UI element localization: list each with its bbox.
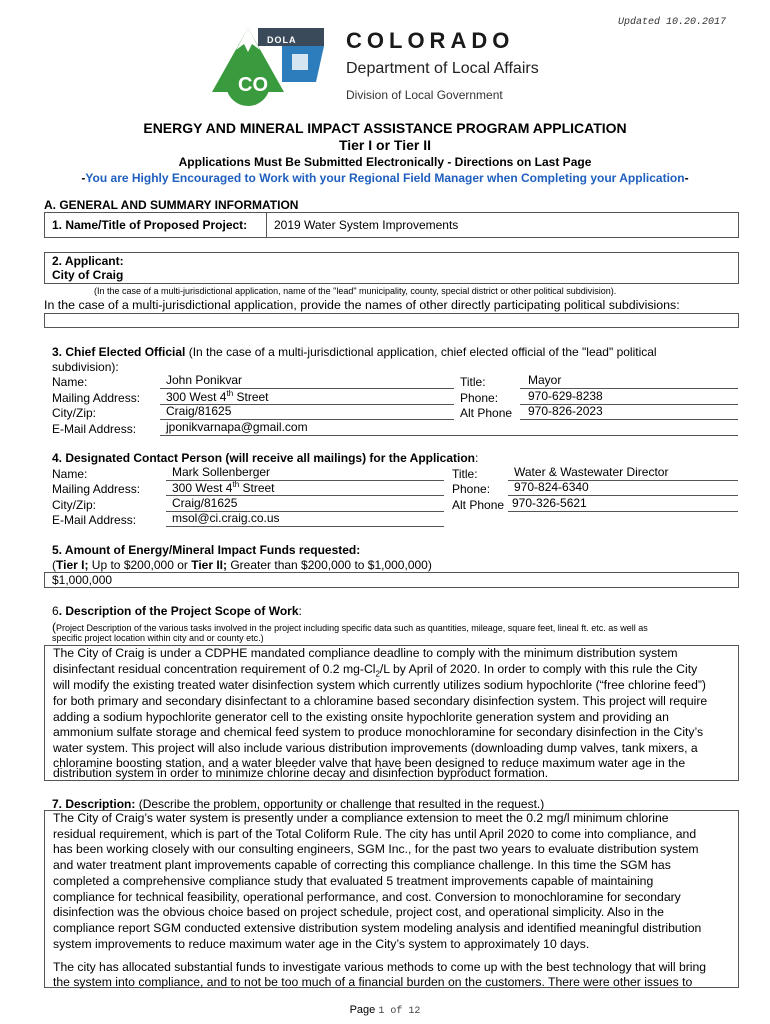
q6-note-line1-text: Project Description of the various tasks involved in the project including specific data such as quantities, mileage, square feet, lineal ft. etc. as well as (56, 623, 648, 633)
q3-address-field[interactable] (160, 389, 454, 405)
q3-heading-bold: 3. Chief Elected Official (52, 345, 186, 359)
q5-tiers (52, 558, 432, 572)
footer-page-word: Page (349, 1004, 376, 1016)
scope-line-2-sub: 2 (375, 669, 380, 679)
q4-name-field[interactable] (166, 465, 444, 481)
section-a-heading: A. GENERAL AND SUMMARY INFORMATION (44, 198, 299, 212)
q5-open-paren: ( (52, 558, 56, 572)
q3-phone-label: Phone: (460, 391, 499, 405)
q6-heading-text: . Description of the Project Scope of Work (58, 604, 299, 618)
q4-email-label: E-Mail Address: (52, 513, 137, 527)
q3-altphone-label: Alt Phone (460, 406, 513, 420)
dash-right: - (684, 171, 689, 185)
updated-date: Updated 10.20.2017 (617, 17, 726, 28)
scope-line-5: adding a sodium hypochlorite generator cell to the existing onsite hypochlorite generation system and providing an (53, 710, 669, 724)
q5-tier2: Tier II; (191, 558, 228, 572)
q6-heading (52, 604, 302, 618)
page-footer (0, 1004, 770, 1017)
q3-address-pre: 300 West 4 (166, 390, 227, 404)
q4-title-label: Title: (452, 467, 478, 481)
q4-phone-value: 970-824-6340 (514, 480, 589, 494)
q3-email-label: E-Mail Address: (52, 422, 137, 436)
field-manager-note (0, 171, 770, 185)
q3-title-label: Title: (460, 375, 486, 389)
q3-name-field[interactable] (160, 373, 454, 389)
funds-requested-value: $1,000,000 (52, 573, 113, 587)
q6-note-paren: ( (52, 620, 56, 634)
desc-line-10: The city has allocated substantial funds to investigate various methods to come up with the best technology that will bring (53, 960, 707, 974)
q4-title-value: Water & Wastewater Director (514, 465, 669, 479)
q6-heading-colon: : (298, 604, 302, 618)
desc-line-3: has been working closely with our consulting engineers, SGM Inc., for the past two years to evaluate distribution system (53, 842, 699, 856)
q4-email-field[interactable] (166, 511, 444, 527)
encourage-text: You are Highly Encouraged to Work with your Regional Field Manager when Completing your Application (85, 171, 685, 185)
desc-line-5: completed a comprehensive compliance study that evaluated 5 treatment improvements capable of maintaining (53, 874, 654, 888)
q6-note-line1 (52, 620, 648, 634)
desc-line-9: system improvements to reduce maximum water age in the City’s system to approximately 10 days. (53, 937, 590, 951)
q3-name-label: Name: (52, 375, 88, 389)
q7-heading (52, 797, 544, 811)
desc-line-11: the system into compliance, and to not be too much of a financial burden on the customers. There were other issues to (53, 975, 693, 989)
q3-heading-cont: subdivision): (52, 360, 119, 374)
logo-co-text: CO (238, 74, 268, 96)
q3-phone-field[interactable] (520, 389, 738, 405)
q3-phone-value: 970-629-8238 (528, 389, 603, 403)
description-field[interactable] (44, 810, 739, 988)
logo-dola-text: DOLA (267, 35, 297, 45)
q3-heading-rest: (In the case of a multi-jurisdictional application, chief elected official of the "lead" political (185, 345, 657, 359)
q2-multi-label: In the case of a multi-jurisdictional application, provide the names of other directly participating political subdivisions: (44, 298, 680, 312)
q4-heading-colon: : (474, 451, 479, 465)
scope-of-work-field[interactable] (44, 645, 739, 781)
q4-altphone-field[interactable] (508, 496, 738, 512)
desc-line-1: The City of Craig’s water system is presently under a compliance extension to meet the 0.2 mg/l minimum chlorine (53, 811, 669, 825)
desc-line-6: compliance for technical feasibility, operational performance, and cost. Conversion to monochloramine for secondary (53, 890, 681, 904)
dola-logo (212, 22, 552, 106)
q4-heading-text: 4. Designated Contact Person (will receive all mailings) for the Application (52, 451, 475, 465)
desc-line-8: compliance report SGM conducted extensive distribution system modeling analysis and identified meaningful distribution (53, 921, 702, 935)
q4-heading (52, 451, 478, 465)
q3-altphone-field[interactable] (520, 404, 738, 420)
q4-cityzip-value: Craig/81625 (172, 496, 238, 510)
q4-address-post: Street (239, 481, 275, 495)
q3-address-label: Mailing Address: (52, 391, 141, 405)
q7-heading-bold: 7. Description: (52, 797, 136, 811)
q3-heading (52, 345, 657, 359)
q3-title-value: Mayor (528, 373, 562, 387)
q3-email-field[interactable] (160, 420, 738, 436)
scope-line-2-post: /L by April of 2020. In order to comply with this rule the City (379, 662, 698, 676)
q4-title-field[interactable] (508, 465, 738, 481)
footer-page-num: 1 (378, 1006, 385, 1017)
footer-of-text: of 12 (384, 1006, 421, 1017)
logo-state-name: COLORADO (346, 28, 515, 53)
applicant-field[interactable]: City of Craig (52, 268, 124, 282)
q2-box (44, 252, 739, 284)
q3-address-post: Street (233, 390, 269, 404)
q3-email-value: jponikvarnapa@gmail.com (166, 420, 308, 434)
q4-phone-label: Phone: (452, 482, 491, 496)
q4-name-label: Name: (52, 467, 88, 481)
funds-requested-field[interactable] (44, 572, 739, 588)
q4-phone-field[interactable] (508, 480, 738, 496)
scope-line-7: water system. This project will also include various distribution improvements (downloading dump valves, tank mixers, a (53, 741, 698, 755)
q4-address-pre: 300 West 4 (172, 481, 233, 495)
q3-title-field[interactable] (520, 373, 738, 389)
q7-heading-rest: (Describe the problem, opportunity or challenge that resulted in the request.) (135, 797, 545, 811)
scope-line-8: chloramine boosting station, and a water bleeder valve that have been designed to reduce maximum water age in the (53, 756, 686, 770)
desc-line-4: and water treatment plant improvements capable of correcting this compliance challenge. In this time the SGM has (53, 858, 671, 872)
q3-cityzip-field[interactable] (160, 404, 454, 420)
q5-heading: 5. Amount of Energy/Mineral Impact Funds requested: (52, 543, 361, 557)
scope-line-3: will modify the existing treated water disinfection system which currently utilizes sodium hypochlorite (“free chlorine feed”) (53, 678, 706, 692)
q2-label: 2. Applicant: (52, 254, 124, 268)
dash-left: - (81, 171, 86, 185)
form-title: ENERGY AND MINERAL IMPACT ASSISTANCE PROGRAM APPLICATION (143, 120, 627, 136)
q4-name-value: Mark Sollenberger (172, 465, 271, 479)
q3-altphone-value: 970-826-2023 (528, 404, 603, 418)
q3-name-value: John Ponikvar (166, 373, 243, 387)
q3-address-value (160, 390, 269, 404)
scope-line-4: for both primary and secondary disinfectant to a chloramine based secondary disinfection system. This project will require (53, 694, 708, 708)
participating-subdivisions-field[interactable] (44, 313, 739, 328)
desc-line-7: disinfection was the obvious choice based on project schedule, project cost, and operational simplicity. Also in the (53, 905, 664, 919)
q3-cityzip-value: Craig/81625 (166, 404, 232, 418)
q4-cityzip-label: City/Zip: (52, 498, 97, 512)
q3-cityzip-label: City/Zip: (52, 406, 97, 420)
logo-department: Department of Local Affairs (346, 60, 539, 77)
q3-address-sup: th (226, 389, 234, 398)
scope-line-1: The City of Craig is under a CDPHE mandated compliance deadline to comply with the minimum distribution system (53, 646, 678, 660)
logo-division: Division of Local Government (346, 88, 503, 102)
q6-heading-num: 6 (52, 604, 59, 618)
q2-note: (In the case of a multi-jurisdictional application, name of the "lead" municipality, county, special district or other political subdivision). (94, 286, 617, 296)
q4-altphone-value: 970-326-5621 (512, 496, 587, 510)
q4-cityzip-field[interactable] (166, 496, 444, 512)
q4-address-value (166, 481, 275, 495)
q4-address-field[interactable] (166, 480, 444, 496)
scope-line-2-pre: disinfectant residual concentration requirement of 0.2 mg-Cl (53, 662, 376, 676)
desc-line-2: residual requirement, which is part of the Total Coliform Rule. The city has until April 2020 to come into compliance, and (53, 827, 697, 841)
q5-tier1-rest: Up to $200,000 or (88, 558, 192, 572)
q4-email-value: msol@ci.craig.co.us (172, 511, 280, 525)
q5-tier2-rest: Greater than $200,000 to $1,000,000) (227, 558, 432, 572)
q1-divider (266, 212, 267, 238)
q4-address-label: Mailing Address: (52, 482, 141, 496)
q5-tier1: Tier I; (56, 558, 89, 572)
q6-note-line2: specific project location within city and or county etc.) (52, 633, 264, 643)
project-name-field[interactable]: 2019 Water System Improvements (274, 218, 459, 232)
q4-address-sup: th (232, 480, 240, 489)
q4-altphone-label: Alt Phone (452, 498, 505, 512)
q1-label: 1. Name/Title of Proposed Project: (52, 218, 248, 232)
scope-line-9: distribution system in order to minimize chlorine decay and disinfection byproduct formation. (53, 766, 549, 780)
scope-line-6: ammonium sulfate storage and chemical feed system to produce monochloramine for secondary disinfection in the City’s (53, 725, 704, 739)
form-tier: Tier I or Tier II (338, 137, 432, 153)
submission-instructions: Applications Must Be Submitted Electronically - Directions on Last Page (178, 155, 592, 169)
